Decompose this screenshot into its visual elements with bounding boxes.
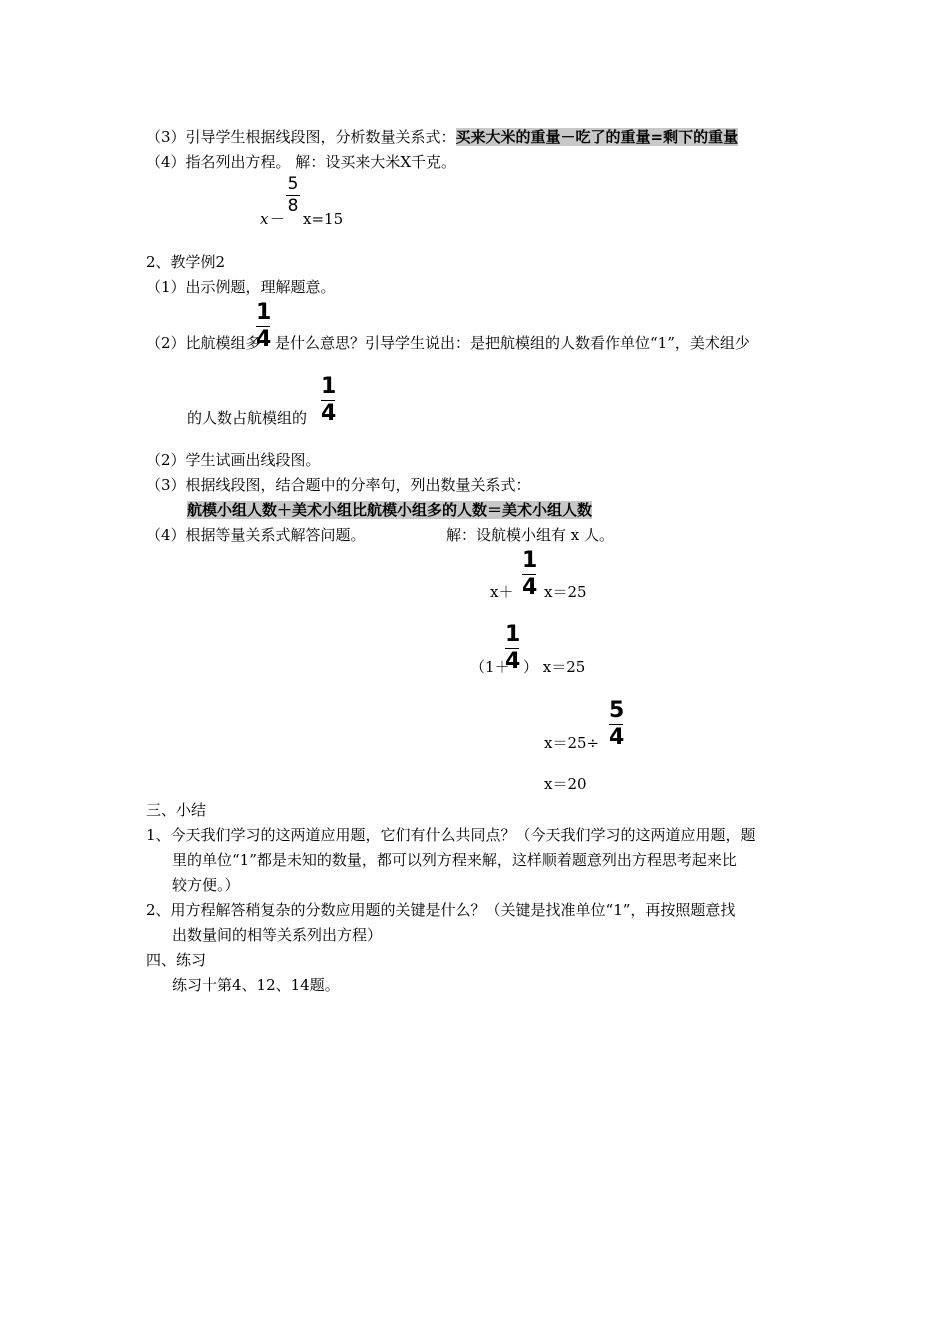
eq-x-left: x－ — [260, 210, 284, 228]
fraction-numerator: 5 — [609, 698, 625, 723]
fraction-1-4 — [256, 302, 270, 351]
example2-heading: 2、教学例2 — [146, 253, 226, 271]
fraction-denominator: 4 — [522, 575, 538, 600]
eq-x-right: x=15 — [303, 210, 344, 228]
fraction-denominator: 4 — [321, 401, 337, 426]
fraction-1-4 — [505, 624, 519, 673]
step4-line: （4）指名列出方程。 解：设买来大米X千克。 — [146, 153, 456, 171]
eq2-left: （1＋ — [470, 658, 510, 676]
summary-q1-line3: 较方便。） — [172, 876, 240, 894]
summary-q1-line1: 1、今天我们学习的这两道应用题，它们有什么共同点？（今天我们学习的这两道应用题，题 — [146, 826, 756, 844]
example2-step1: （1）出示例题，理解题意。 — [146, 278, 336, 296]
eq1-right: x＝25 — [544, 583, 587, 601]
practice-heading: 四、练习 — [146, 951, 207, 969]
eq1-left: x＋ — [490, 583, 514, 601]
fraction-1-4 — [321, 376, 335, 425]
practice-content: 练习十第4、12、14题。 — [172, 976, 340, 994]
fraction-5-4 — [609, 700, 623, 749]
fraction-denominator: 4 — [505, 649, 521, 674]
example2-step2b: 的人数占航模组的 — [187, 409, 308, 427]
fraction-1-4 — [522, 550, 536, 599]
fraction-denominator: 4 — [256, 327, 272, 352]
summary-heading: 三、小结 — [146, 801, 207, 819]
example2-step2c: （2）学生试画出线段图。 — [146, 451, 321, 469]
eq2-right: ） x＝25 — [523, 658, 586, 676]
relation-line — [187, 500, 592, 520]
example2-step3: （3）根据线段图，结合题中的分率句，列出数量关系式： — [146, 476, 531, 494]
eq3-left: x＝25÷ — [544, 734, 600, 752]
fraction-5-8 — [286, 176, 300, 215]
example2-step2a-prefix: （2）比航模组多 — [146, 334, 261, 352]
fraction-numerator: 1 — [256, 300, 272, 325]
relation-highlight: 航模小组人数＋美术小组比航模小组多的人数＝美术小组人数 — [187, 501, 593, 519]
fraction-denominator: 4 — [609, 725, 625, 750]
summary-q2-line1: 2、用方程解答稍复杂的分数应用题的关键是什么？（关键是找准单位“1”，再按照题意找 — [146, 901, 736, 919]
eq4: x＝20 — [544, 775, 587, 793]
fraction-numerator: 5 — [287, 174, 299, 194]
step3-text: （3）引导学生根据线段图，分析数量关系式： — [146, 128, 456, 146]
fraction-denominator: 8 — [287, 196, 299, 216]
step3-relation-highlight: 买来大米的重量－吃了的重量=剩下的重量 — [455, 128, 739, 146]
fraction-numerator: 1 — [321, 374, 337, 399]
summary-q2-line2: 出数量间的相等关系列出方程） — [172, 926, 383, 944]
fraction-numerator: 1 — [522, 548, 538, 573]
example2-step4-left: （4）根据等量关系式解答问题。 — [146, 526, 366, 544]
example2-step2a-suffix: 是什么意思？引导学生说出：是把航模组的人数看作单位“1”，美术组少 — [275, 334, 750, 352]
summary-q1-line2: 里的单位“1”都是未知的数量，都可以列方程来解，这样顺着题意列出方程思考起来比 — [172, 851, 737, 869]
fraction-numerator: 1 — [505, 622, 521, 647]
step3-line — [146, 127, 738, 147]
example2-step4-right: 解：设航模小组有 x 人。 — [446, 526, 614, 544]
